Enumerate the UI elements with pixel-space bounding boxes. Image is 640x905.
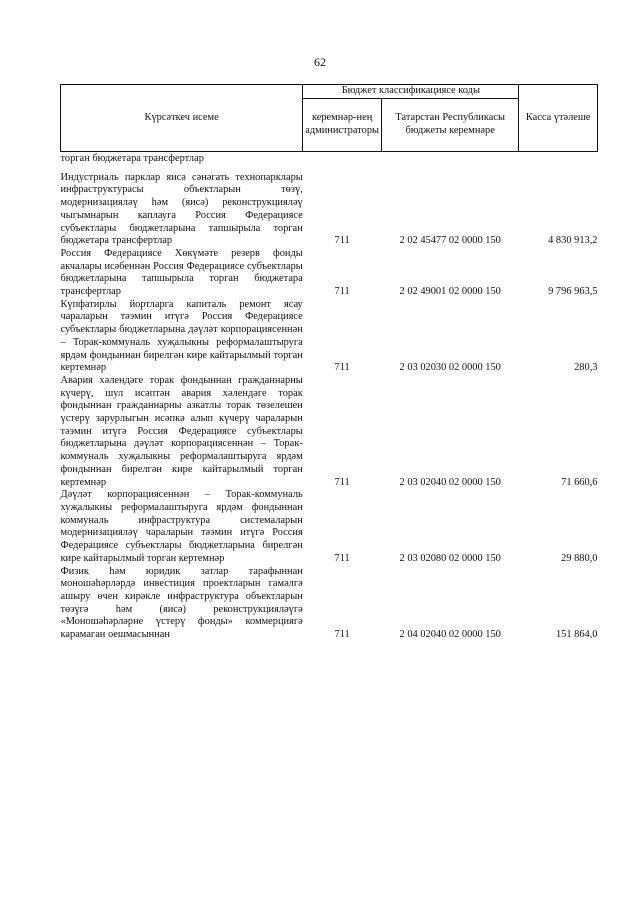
row-admin-code: 711 (334, 476, 350, 488)
row-revenue-code: 2 02 45477 02 0000 150 (399, 235, 501, 247)
header-cash-execution: Касса үтәлеше (519, 85, 598, 152)
row-admin-code: 711 (334, 552, 350, 564)
header-indicator-name: Күрсәткеч исеме (61, 85, 303, 152)
row-admin-code (303, 152, 382, 172)
table-row (61, 172, 598, 248)
page-number: 62 (314, 55, 326, 69)
row-admin-code: 711 (334, 629, 350, 641)
row-cash-amount: 280,3 (574, 362, 598, 374)
row-admin-code: 711 (334, 362, 350, 374)
row-revenue-code: 2 02 49001 02 0000 150 (399, 286, 501, 298)
row-revenue-code (382, 152, 519, 172)
row-name: Авария хәлендәге торак фондыннан гражданнарны күчерү, шул исәптән авария хәлендәге торак фондыннан гражданнарны азкатлы торак төзелешен үстерү зарурлыгын исәпкә алып күчерү чараларын тәэмин итүгә Россия Федерациясе субъектлары бюджетларына дәүләт корпорациясеннән – Торак-коммуналь хуҗалыкны реформалаштыруга ярдәм фондыннан бирелгән кире кайтарылмый торган кертемнәр (60, 374, 303, 488)
table-row (61, 375, 598, 489)
row-cash-amount: 151 864,0 (555, 629, 598, 641)
row-revenue-code: 2 04 02040 02 0000 150 (399, 629, 501, 641)
row-name: Күпфатирлы йортларга капиталь ремонт ясау чараларын тәэмин итүгә Россия Федерациясе субъектлары бюджетларына дәүләт корпорациясеннән – Торак-коммуналь хуҗалыкны реформалаштыруга ярдәм фондыннан бирелгән кире кайтарылмый торган кертемнәр (60, 298, 303, 374)
row-name: Индустриаль парклар яисә сәнәгать технопарклары инфраструктурасы объектларын төзү, модернизацияләү һәм (яисә) реконструкцияләү чыгымнарын каплауга Россия Федерациясе субъектлары бюджетларына тапшырыла торган бюджетара трансфертлар (60, 171, 303, 247)
table-row (61, 566, 598, 642)
table-header (61, 85, 598, 152)
row-revenue-code: 2 03 02080 02 0000 150 (399, 552, 501, 564)
row-revenue-code: 2 03 02040 02 0000 150 (399, 476, 501, 488)
row-cash-amount: 29 880,0 (561, 552, 598, 564)
header-republic-budget-revenue: Татарстан Республикасы бюджеты керемнәре (382, 99, 519, 152)
budget-table (60, 84, 598, 642)
row-name: Дәүләт корпорациясеннән – Торак-коммуналь хуҗалыкны реформалаштыруга ярдәм фондыннан коммуналь инфраструктура системаларын модернизацияләү чараларын тәэмин итүгә Россия Федерациясе субъектлары бюджетларына бирелгән кире кайтарылмый торган кертемнәр (60, 489, 303, 564)
row-revenue-code: 2 03 02030 02 0000 150 (399, 362, 501, 374)
row-admin-code: 711 (334, 286, 350, 298)
table-row (61, 248, 598, 299)
row-admin-code: 711 (334, 235, 350, 247)
table-row (61, 152, 598, 172)
row-name: Физик һәм юридик затлар тарафыннан моношәһәрләрдә инвестиция проектларын гамәлгә ашыру өчен кирәкле инфраструктура объектларын төзүгә һәм (яисә) реконструкцияләүгә «Моношәһәрләрне үстерү фонды» коммерциягә карамаган оешмасыннан (60, 565, 303, 641)
header-budget-classification: Бюджет классификациясе коды (303, 85, 519, 99)
header-revenue-administrator: керемнәр-нең администраторы (303, 99, 382, 152)
row-cash-amount: 4 830 913,2 (548, 235, 598, 247)
row-name: Россия Федерациясе Хөкүмәте резерв фонды акчалары исәбеннән Россия Федерациясе субъектлары бюджетларына тапшырыла торган бюджетара трансфертлар (60, 247, 303, 298)
table-row (61, 489, 598, 565)
row-name: торган бюджетара трансфертлар (60, 153, 204, 164)
table-body (61, 152, 598, 642)
row-cash-amount (519, 152, 598, 172)
row-cash-amount: 71 660,6 (561, 476, 598, 488)
table-row (61, 299, 598, 375)
row-cash-amount: 9 796 963,5 (548, 286, 598, 298)
